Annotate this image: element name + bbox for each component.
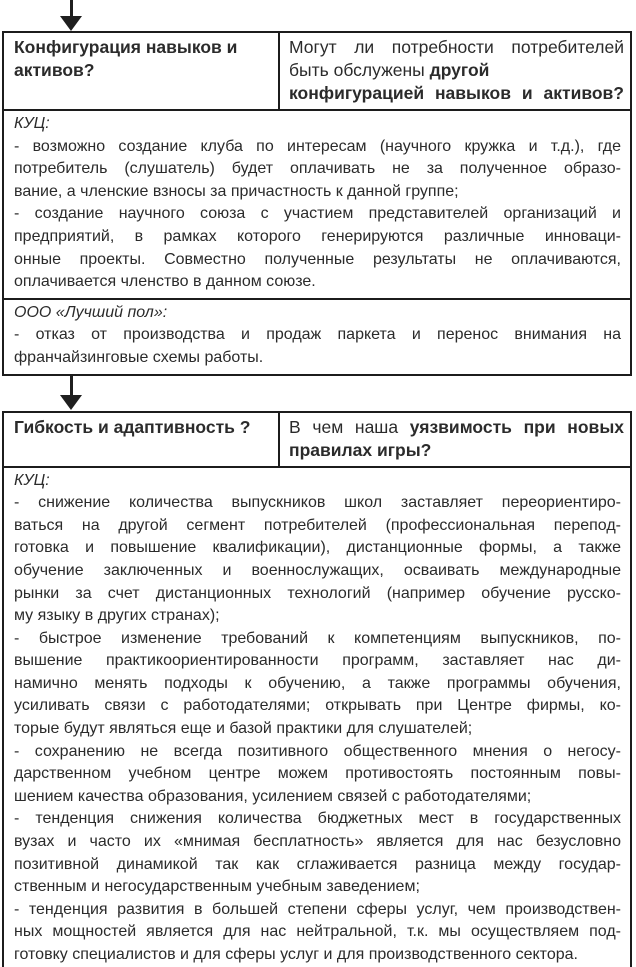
down-arrow-stem bbox=[70, 0, 73, 17]
header-cell-left bbox=[4, 33, 280, 109]
text-block bbox=[289, 416, 624, 462]
text-line: быть обслужены другой bbox=[289, 60, 490, 80]
text-line: - отказ от производства и продаж паркета и перенос внимания на bbox=[14, 326, 621, 344]
down-arrow-stem bbox=[70, 376, 73, 396]
text-line: вузах и часто их «мнимая бесплатность» является для нас безусловно bbox=[14, 833, 621, 851]
text-block bbox=[14, 808, 621, 898]
text-line: ООО «Лучший пол»: bbox=[14, 303, 168, 321]
text-line: обучение заключенных и военнослужащих, осваивать международные bbox=[14, 561, 621, 579]
text-line: - тенденция снижения количества бюджетных мест в государственных bbox=[14, 810, 621, 828]
text-line: конфигурацией навыков и активов? bbox=[289, 83, 624, 103]
text-line: Конфигурация навыков и bbox=[14, 37, 238, 57]
text-block bbox=[14, 203, 621, 293]
text-line: вание, а членские взносы за причастность к данной группе; bbox=[14, 182, 459, 200]
header-cell-right bbox=[280, 33, 630, 109]
body-row-kuc bbox=[4, 111, 630, 298]
header-cell-right bbox=[280, 413, 630, 466]
body-row-kuc bbox=[4, 468, 630, 967]
text-block bbox=[14, 324, 621, 369]
text-line: - снижение количества выпускников школ заставляет переориентиро- bbox=[14, 494, 621, 512]
text-line: потребитель (слушатель) будет оплачивать не за полученное образо- bbox=[14, 160, 621, 178]
text-line: дарственном учебном центре можем противостоять постоянным повы- bbox=[14, 765, 621, 783]
text-line: Могут ли потребности потребителей bbox=[289, 37, 624, 57]
text-line: позитивной динамикой так как сглаживается разница между государ- bbox=[14, 855, 621, 873]
text-line: ственным и негосударственным учебным заведением; bbox=[14, 878, 420, 896]
text-line: - возможно создание клуба по интересам (научного кружка и т.д.), где bbox=[14, 137, 621, 155]
text-line: готовка и повышение квалификации), дистанционные формы, а также bbox=[14, 539, 621, 557]
text-block bbox=[289, 36, 624, 105]
text-block bbox=[14, 302, 621, 325]
text-block bbox=[14, 470, 621, 493]
text-block bbox=[14, 416, 270, 439]
text-line: ных мощностей является для нас нейтральной, т.к. мы осуществляем под- bbox=[14, 923, 621, 941]
text-block bbox=[14, 628, 621, 741]
text-block bbox=[14, 136, 621, 204]
table-skills-assets-configuration bbox=[2, 31, 632, 376]
text-line: рынки за счет дистанционных технологий (например обучение русско- bbox=[14, 584, 621, 602]
text-line: Гибкость и адаптивность ? bbox=[14, 416, 251, 437]
table-flexibility-adaptability bbox=[2, 411, 632, 967]
flow-arrow-middle bbox=[0, 376, 636, 411]
text-line: оплачивается членство в данном союзе. bbox=[14, 273, 316, 291]
text-line: КУЦ: bbox=[14, 115, 50, 132]
text-block bbox=[14, 36, 270, 82]
text-line: - создание научного союза с участием представителей организаций и bbox=[14, 205, 621, 223]
flow-arrow-top bbox=[0, 0, 636, 31]
text-line: онные проекты. Совместно полученные результаты не оплачиваются, bbox=[14, 250, 621, 268]
text-line: ваться на другой сегмент потребителей (профессиональная перепод- bbox=[14, 516, 621, 534]
text-line: торые будут являться еще и базой практики для слушателей; bbox=[14, 720, 473, 738]
text-block bbox=[14, 741, 621, 809]
header-row bbox=[4, 413, 630, 468]
text-block bbox=[14, 899, 621, 967]
text-line: му языку в других странах); bbox=[14, 607, 220, 625]
text-line: готовку специалистов и для сферы услуг и для производственного сектора. bbox=[14, 946, 578, 963]
text-line: - быстрое изменение требований к компетенциям выпускников, по- bbox=[14, 629, 621, 647]
down-arrow-icon bbox=[60, 16, 82, 31]
text-line: усиливать связи с работодателями; открывать при Центре фирмы, ко- bbox=[14, 697, 621, 715]
body-row-ooo-luchshiy-pol bbox=[4, 298, 630, 374]
text-line: франчайзинговые схемы работы. bbox=[14, 348, 264, 366]
text-line: - тенденция развития в большей степени сферы услуг, чем производствен- bbox=[14, 900, 621, 918]
text-line: - сохранению не всегда позитивного общественного мнения о негосу- bbox=[14, 742, 621, 760]
text-line: шением качества образования, усилением связей с работодателями; bbox=[14, 787, 532, 805]
text-block bbox=[14, 492, 621, 628]
header-row bbox=[4, 33, 630, 111]
text-line: КУЦ: bbox=[14, 471, 50, 489]
text-line: намично менять подходы к обучению, а также программы обучения, bbox=[14, 674, 621, 692]
down-arrow-icon bbox=[60, 395, 82, 410]
text-block bbox=[14, 113, 621, 136]
text-line: предприятий, в рамках которого генерируются различные инноваци- bbox=[14, 227, 621, 245]
header-cell-left bbox=[4, 413, 280, 466]
text-line: В чем наша уязвимость при новых bbox=[289, 416, 624, 437]
text-line: правилах игры? bbox=[289, 439, 432, 460]
text-line: вышение практикоориентированности программ, заставляет нас ди- bbox=[14, 652, 621, 670]
text-line: активов? bbox=[14, 60, 95, 80]
